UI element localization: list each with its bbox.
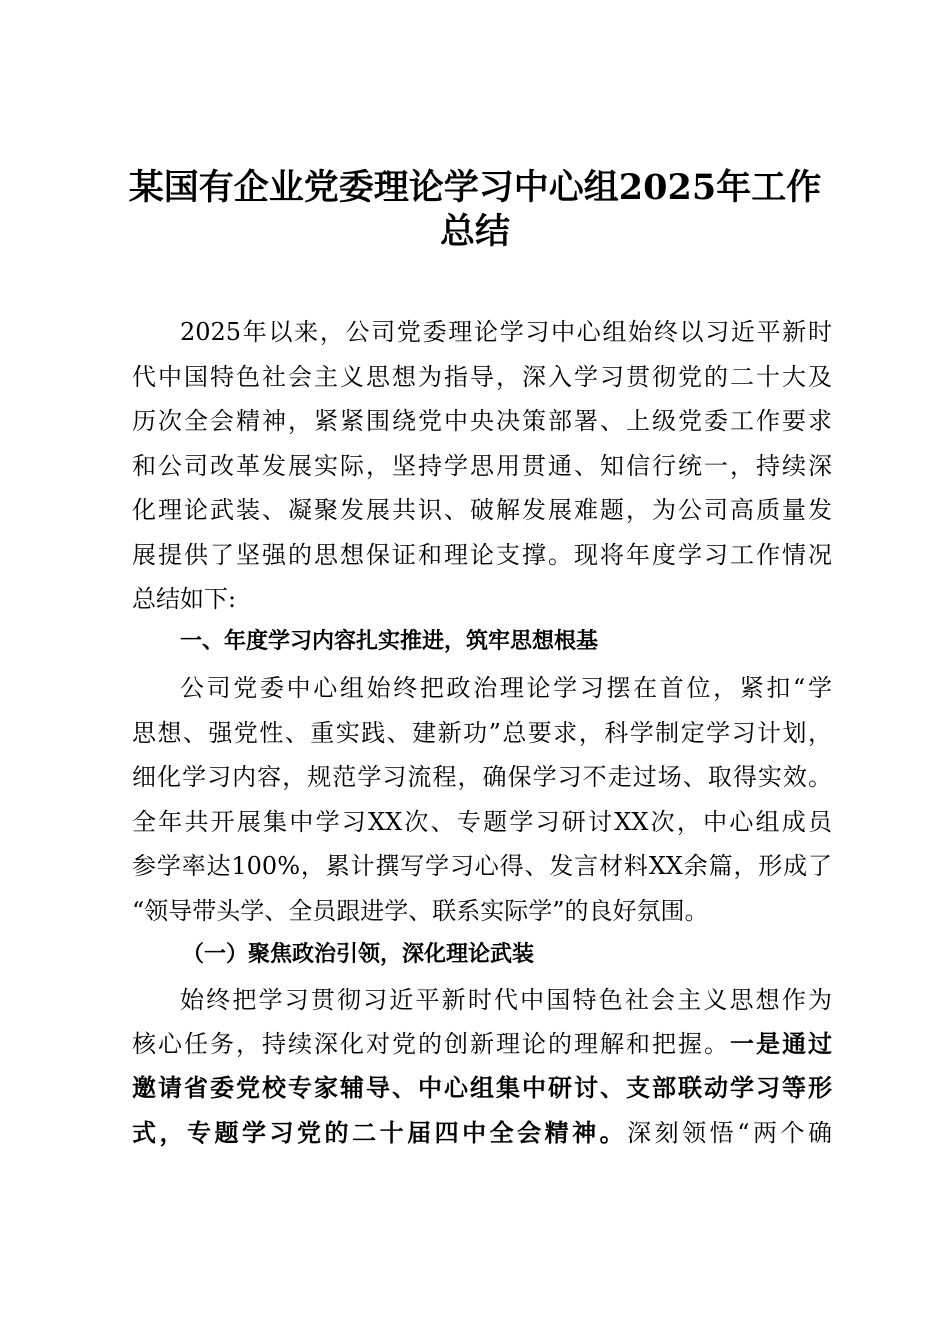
subsection1-normal-text: 深刻领悟“两个确: [627, 1119, 832, 1147]
subsection1-normal-text: 核心任务，持续深化对党的创新理论的理解和把握。: [132, 1030, 730, 1058]
subsection-heading-1: （一）聚焦政治引领，深化理论武装: [182, 942, 535, 967]
section1-line: “领导带头学、全员跟进学、联系实际学”的良好氛围。: [132, 897, 709, 925]
subsection1-bold-text: 一是通过: [730, 1030, 832, 1058]
section1-line: 细化学习内容，规范学习流程，确保学习不走过场、取得实效。: [132, 763, 832, 791]
intro-line: 2025年以来，公司党委理论学习中心组始终以习近平新时: [180, 318, 832, 346]
section1-line: 公司党委中心组始终把政治理论学习摆在首位，紧扣“学: [180, 674, 832, 702]
document-title-line-1: 某国有企业党委理论学习中心组2025年工作: [128, 167, 822, 208]
intro-line: 展提供了坚强的思想保证和理论支撑。现将年度学习工作情况: [132, 541, 832, 569]
subsection1-line: [132, 1118, 832, 1148]
intro-line: 代中国特色社会主义思想为指导，深入学习贯彻党的二十大及: [132, 363, 832, 391]
subsection1-line: [132, 1029, 832, 1059]
intro-line: 总结如下:: [132, 585, 237, 613]
section1-line: 全年共开展集中学习XX次、专题学习研讨XX次，中心组成员: [132, 808, 832, 836]
intro-line: 和公司改革发展实际，坚持学思用贯通、知信行统一，持续深: [132, 452, 832, 480]
section1-line: 思想、强党性、重实践、建新功”总要求，科学制定学习计划，: [132, 719, 832, 747]
document-title-line-2: 总结: [439, 211, 510, 252]
intro-line: 化理论武装、凝聚发展共识、破解发展难题，为公司高质量发: [132, 496, 832, 524]
subsection1-line: 始终把学习贯彻习近平新时代中国特色社会主义思想作为: [180, 986, 832, 1014]
subsection1-bold-text: 式，专题学习党的二十届四中全会精神。: [132, 1119, 628, 1147]
subsection1-bold-line: 邀请省委党校专家辅导、中心组集中研讨、支部联动学习等形: [132, 1074, 832, 1102]
intro-line: 历次全会精神，紧紧围绕党中央决策部署、上级党委工作要求: [132, 407, 832, 435]
section-heading-1: 一、年度学习内容扎实推进，筑牢思想根基: [180, 629, 599, 654]
section1-line: 参学率达100%，累计撰写学习心得、发言材料XX余篇，形成了: [132, 852, 832, 880]
